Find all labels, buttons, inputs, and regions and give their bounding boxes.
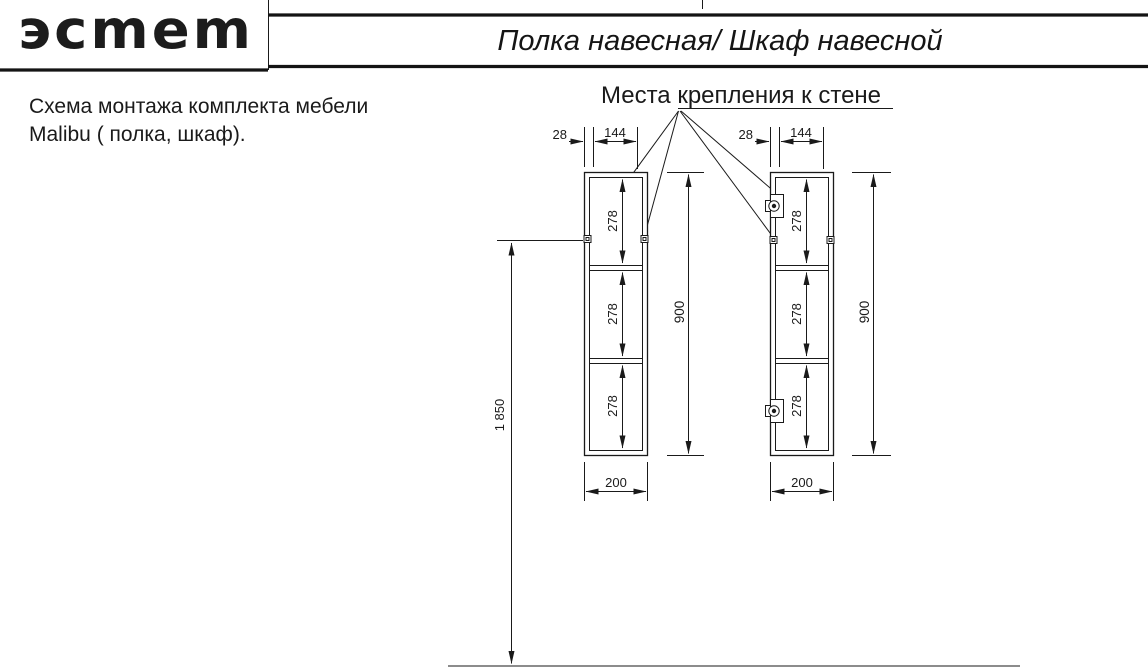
- dim-width-right: [771, 462, 834, 501]
- dim-mount-height-label: 1 850: [492, 398, 507, 432]
- mount-bracket-icon: [827, 237, 834, 244]
- hinge-icon: [766, 195, 784, 218]
- dim-spacing-left: 144: [604, 125, 626, 140]
- dim-width-left: [585, 462, 648, 501]
- dim-top-left: [553, 125, 638, 169]
- assembly-note-line1: Схема монтажа комплекта мебели: [29, 95, 369, 118]
- brand-logo: эсmem: [17, 0, 255, 62]
- mount-bracket-icon: [641, 236, 648, 243]
- dim-section: 278: [605, 303, 620, 325]
- dim-section: 278: [789, 303, 804, 325]
- header-rules: [0, 0, 1148, 70]
- dim-height: 900: [857, 300, 872, 324]
- dim-spacing-right: 144: [790, 125, 812, 140]
- dim-offset-right: 28: [738, 127, 753, 142]
- mount-bracket-icon: [770, 237, 777, 244]
- page-title: Полка навесная/ Шкаф навесной: [497, 25, 943, 57]
- dim-mount-height: [448, 241, 1020, 667]
- dim-section: 278: [605, 395, 620, 417]
- dim-width: 200: [791, 475, 813, 490]
- dim-offset-left: 28: [552, 127, 567, 142]
- dim-sections-left: [605, 180, 623, 449]
- hinge-icon: [766, 400, 784, 423]
- dim-height: 900: [672, 300, 687, 324]
- dim-section: 278: [789, 210, 804, 232]
- dim-height-right: [852, 173, 891, 456]
- dim-width: 200: [605, 475, 627, 490]
- wall-mount-heading: Места крепления к стене: [600, 82, 882, 109]
- dim-section: 278: [605, 210, 620, 232]
- dim-height-left: [667, 173, 704, 456]
- mount-bracket-icon: [584, 236, 591, 243]
- dim-sections-right: [789, 180, 807, 449]
- assembly-note-line2: Malibu ( полка, шкаф).: [29, 123, 246, 146]
- dim-section: 278: [789, 395, 804, 417]
- dim-top-right: [739, 125, 824, 169]
